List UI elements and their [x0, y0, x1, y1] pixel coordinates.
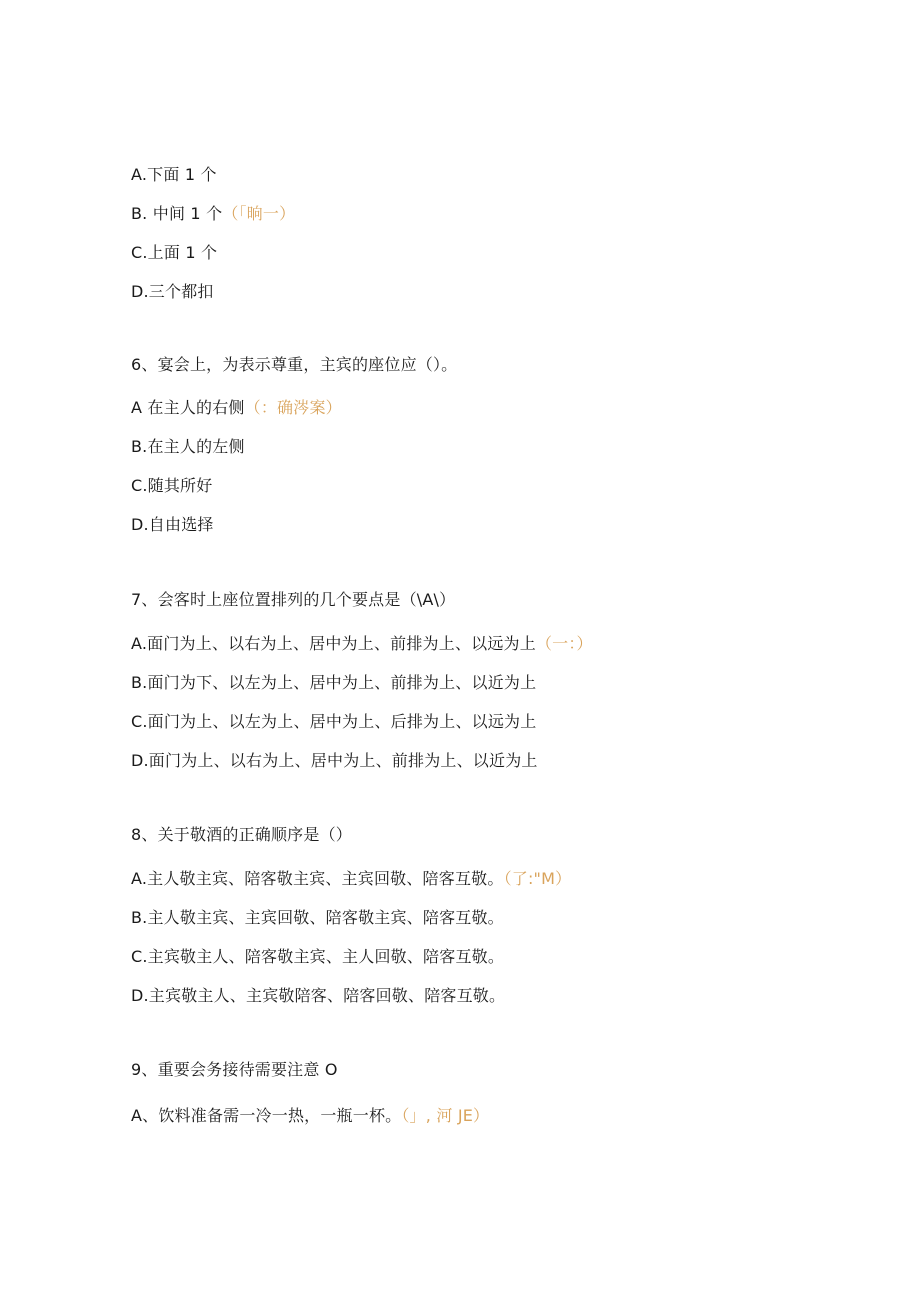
- answer-mark: （」, 河 JE）: [401, 1106, 490, 1125]
- answer-mark: （「晌一）: [222, 204, 296, 223]
- q6-option-b: [131, 436, 245, 458]
- question-text: 9、重要会务接待需要注意 O: [131, 1060, 338, 1079]
- option-text: B.在主人的左侧: [131, 437, 245, 456]
- q5-option-d: [131, 281, 214, 303]
- option-text: D.自由选择: [131, 515, 214, 534]
- option-text: D.面门为上、以右为上、居中为上、前排为上、以近为上: [131, 751, 538, 770]
- option-text: D.主宾敬主人、主宾敬陪客、陪客回敬、陪客互敬。: [131, 986, 506, 1005]
- option-text: A.主人敬主宾、陪客敬主宾、主宾回敬、陪客互敬。: [131, 869, 504, 888]
- q7-option-a: [131, 633, 593, 655]
- answer-mark: （：确涔案）: [244, 398, 342, 417]
- q8-question: [131, 824, 352, 846]
- question-text: 7、会客时上座位置排列的几个要点是（\A\）: [131, 590, 456, 609]
- q5-option-c: [131, 242, 217, 264]
- option-text: A.下面 1 个: [131, 165, 217, 184]
- q9-option-a: [131, 1105, 489, 1127]
- option-text: B.面门为下、以左为上、居中为上、前排为上、以近为上: [131, 673, 537, 692]
- option-text: A.面门为上、以右为上、居中为上、前排为上、以远为上: [131, 634, 536, 653]
- q9-question: [131, 1059, 338, 1081]
- q6-option-c: [131, 475, 212, 497]
- q7-option-d: [131, 750, 538, 772]
- q6-option-a: [131, 397, 342, 419]
- question-text: 8、关于敬酒的正确顺序是（）: [131, 825, 352, 844]
- option-text: D.三个都扣: [131, 282, 214, 301]
- q8-option-b: [131, 907, 504, 929]
- option-text: B.主人敬主宾、主宾回敬、陪客敬主宾、陪客互敬。: [131, 908, 504, 927]
- q6-question: [131, 354, 457, 376]
- option-text: A 在主人的右侧: [131, 398, 245, 417]
- q7-question: [131, 589, 455, 611]
- question-text: 6、宴会上，为表示尊重，主宾的座位应（）。: [131, 355, 458, 374]
- option-text: B. 中间 1 个: [131, 204, 223, 223]
- option-text: C.面门为上、以左为上、居中为上、后排为上、以远为上: [131, 712, 537, 731]
- option-text: C.上面 1 个: [131, 243, 218, 262]
- option-text: A、饮料准备需一冷一热，一瓶一杯。: [131, 1106, 402, 1125]
- q5-option-b: [131, 203, 295, 225]
- answer-mark: （了:"M）: [503, 869, 572, 888]
- q8-option-a: [131, 868, 571, 890]
- q6-option-d: [131, 514, 214, 536]
- q8-option-c: [131, 946, 504, 968]
- q7-option-c: [131, 711, 536, 733]
- q5-option-a: [131, 164, 217, 186]
- q8-option-d: [131, 985, 505, 1007]
- q7-option-b: [131, 672, 536, 694]
- answer-mark: （一：）: [535, 634, 593, 653]
- option-text: C.主宾敬主人、陪客敬主宾、主人回敬、陪客互敬。: [131, 947, 505, 966]
- option-text: C.随其所好: [131, 476, 213, 495]
